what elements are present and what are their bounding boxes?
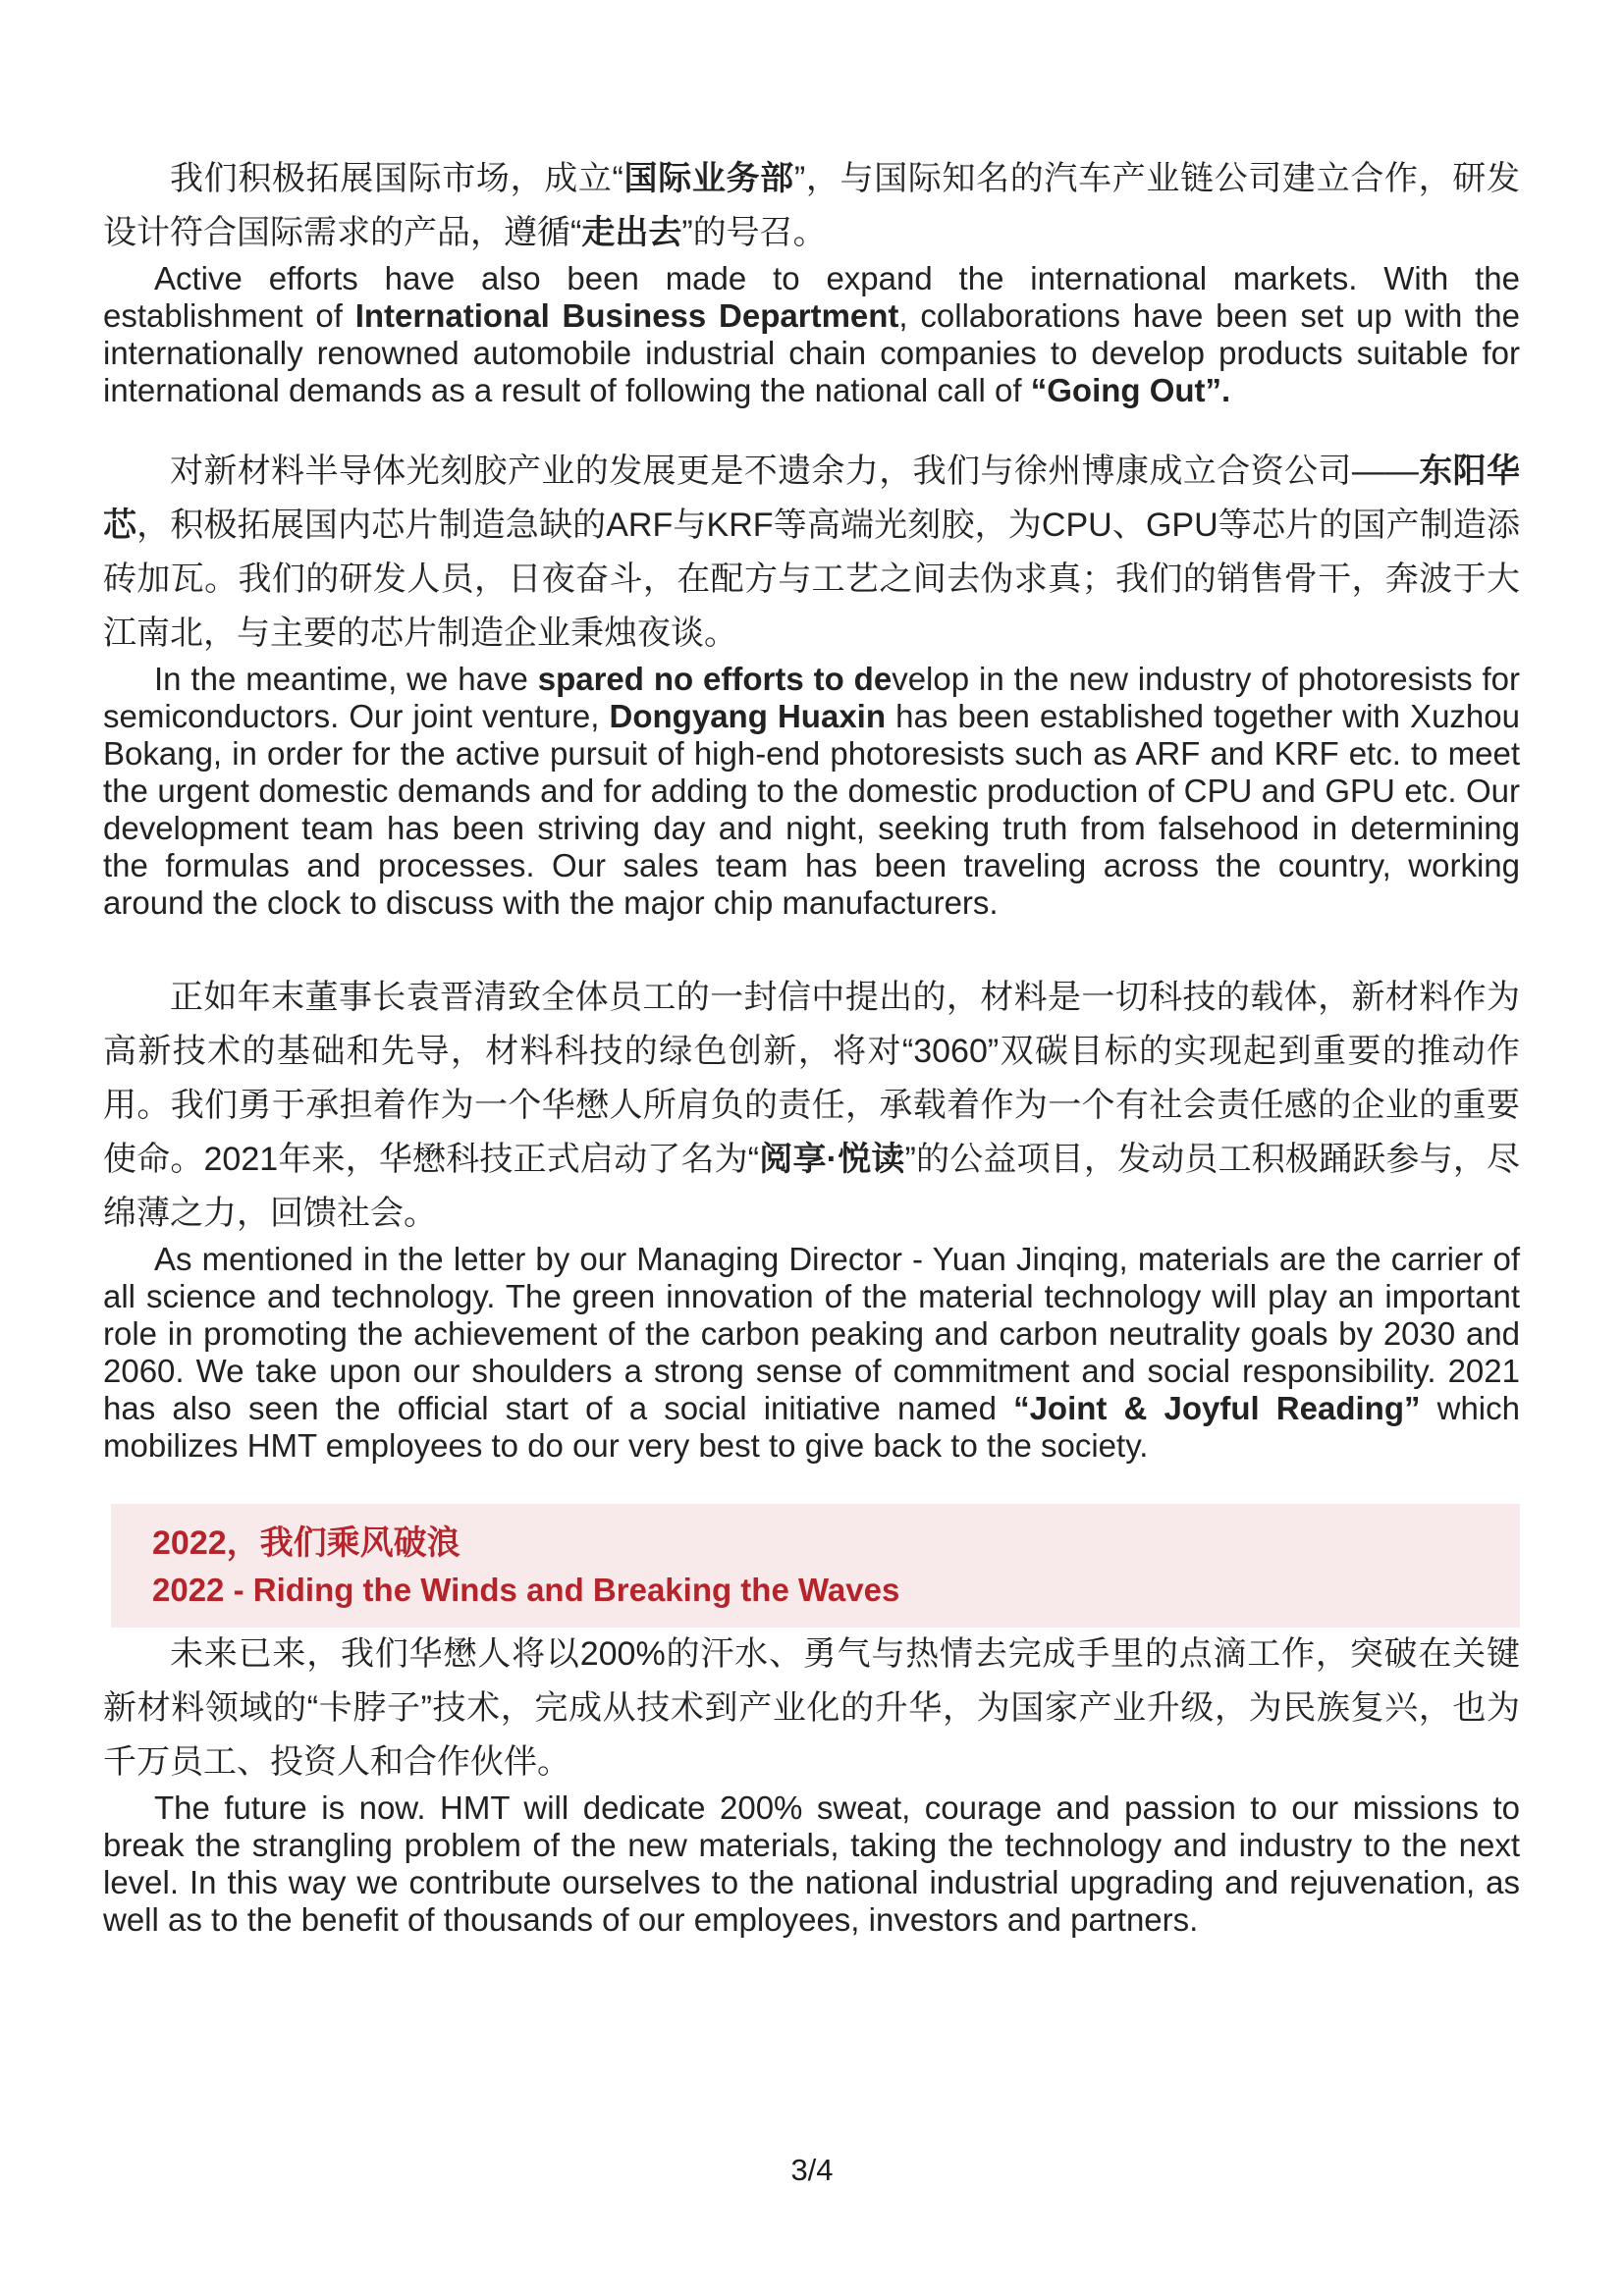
text-segment-bold: International Business Department (354, 297, 899, 334)
paragraph-zh-7 (103, 1628, 1520, 1789)
paragraph-zh-5 (103, 971, 1520, 1241)
text-segment: 我们积极拓展国际市场，成立“ (170, 160, 623, 197)
text-segment: ，积极拓展国内芯片制造急缺的ARF与KRF等高端光刻胶，为CPU、GPU等芯片的国产制造添砖加瓦。我们的研发人员，日夜奋斗，在配方与工艺之间去伪求真；我们的销售骨干，奔波于大江南北，与主要的芯片制造企业秉烛夜谈。 (103, 507, 1520, 652)
document-body (103, 152, 1520, 1939)
text-segment-bold: 走出去 (581, 214, 682, 251)
text-segment-bold: “Going Out”. (1030, 372, 1231, 408)
text-segment: 对新材料半导体光刻胶产业的发展更是不遗余力，我们与徐州博康成立合资公司—— (170, 453, 1419, 490)
text-segment: In the meantime, we have (154, 661, 538, 697)
text-segment: ”的号召。 (681, 214, 827, 251)
paragraph-zh-3 (103, 445, 1520, 661)
text-segment-bold: 东阳华芯 (103, 453, 1521, 544)
text-segment: 正如年末董事长袁晋清致全体员工的一封信中提出的，材料是一切科技的载体，新材料作为高新技术的基础和先导，材料科技的绿色创新，将对“3060”双碳目标的实现起到重要的推动作用。我们勇于承担着作为一个华懋人所肩负的责任，承载着作为一个有社会责任感的企业的重要使命。2021年来，华懋科技正式启动了名为“ (103, 979, 1520, 1178)
text-segment: , collaborations have been set up with the internationally renowned automobile industrial chain companies to develop products suitable for international demands as a result of following the national call of (103, 297, 1521, 408)
section-heading-zh: 2022，我们乘风破浪 (152, 1524, 460, 1562)
text-segment: As mentioned in the letter by our Managing Director - Yuan Jinqing, materials are the carrier of all science and technology. The green innovation of the material technology will play an important role in promoting the achievement of the carbon peaking and carbon neutrality goals by 2030 and 2060. We take upon our shoulders a strong sense of commitment and social responsibility. 2021 has also seen the official start of a social initiative named (103, 1241, 1520, 1426)
paragraph-en-6 (103, 1241, 1520, 1465)
paragraph-zh-1 (103, 152, 1520, 260)
text-segment: 未来已来，我们华懋人将以200%的汗水、勇气与热情去完成手里的点滴工作，突破在关键新材料领域的“卡脖子”技术，完成从技术到产业化的升华，为国家产业升级，为民族复兴，也为千万员工、投资人和合作伙伴。 (103, 1635, 1520, 1781)
text-segment: ”，与国际知名的汽车产业链公司建立合作，研发设计符合国际需求的产品，遵循“ (103, 160, 1520, 251)
text-segment: velop in the new industry of photoresists for semiconductors. Our joint venture, (103, 661, 1521, 734)
section-heading-en: 2022 - Riding the Winds and Breaking the Waves (152, 1572, 900, 1608)
text-segment: ”的公益项目，发动员工积极踊跃参与，尽绵薄之力，回馈社会。 (103, 1141, 1520, 1232)
text-segment: Active efforts have also been made to expand the international markets. With the establishment of (103, 260, 1520, 334)
text-segment-bold: “Joint & Joyful Reading” (1013, 1390, 1421, 1426)
text-segment: The future is now. HMT will dedicate 200% sweat, courage and passion to our missions to break the strangling problem of the new materials, taking the technology and industry to the next level. In this way we contribute ourselves to the national industrial upgrading and rejuvenation, as well as to the benefit of thousands of our employees, investors and partners. (103, 1789, 1520, 1938)
page-number: 3/4 (790, 2153, 834, 2187)
text-segment-bold: 国际业务部 (623, 160, 794, 197)
section-heading-block (111, 1504, 1520, 1628)
paragraph-gap (103, 409, 1520, 445)
paragraph-gap (103, 922, 1520, 971)
paragraph-en-8 (103, 1789, 1520, 1939)
paragraph-en-2 (103, 260, 1520, 409)
text-segment-bold: spared no efforts to de (537, 661, 893, 697)
paragraph-gap (103, 1465, 1520, 1504)
text-segment: has been established together with Xuzhou Bokang, in order for the active pursuit of high-end photoresists such as ARF and KRF etc. to meet the urgent domestic demands and for adding to the domestic production of CPU and GPU etc. Our development team has been striving day and night, seeking truth from falsehood in determining the formulas and processes. Our sales team has been traveling across the country, working around the clock to discuss with the major chip manufacturers. (103, 698, 1520, 921)
paragraph-en-4 (103, 661, 1520, 922)
text-segment: which mobilizes HMT employees to do our very best to give back to the society. (103, 1390, 1520, 1464)
text-segment-bold: 阅享·悦读 (759, 1141, 905, 1178)
text-segment-bold: Dongyang Huaxin (609, 698, 886, 734)
